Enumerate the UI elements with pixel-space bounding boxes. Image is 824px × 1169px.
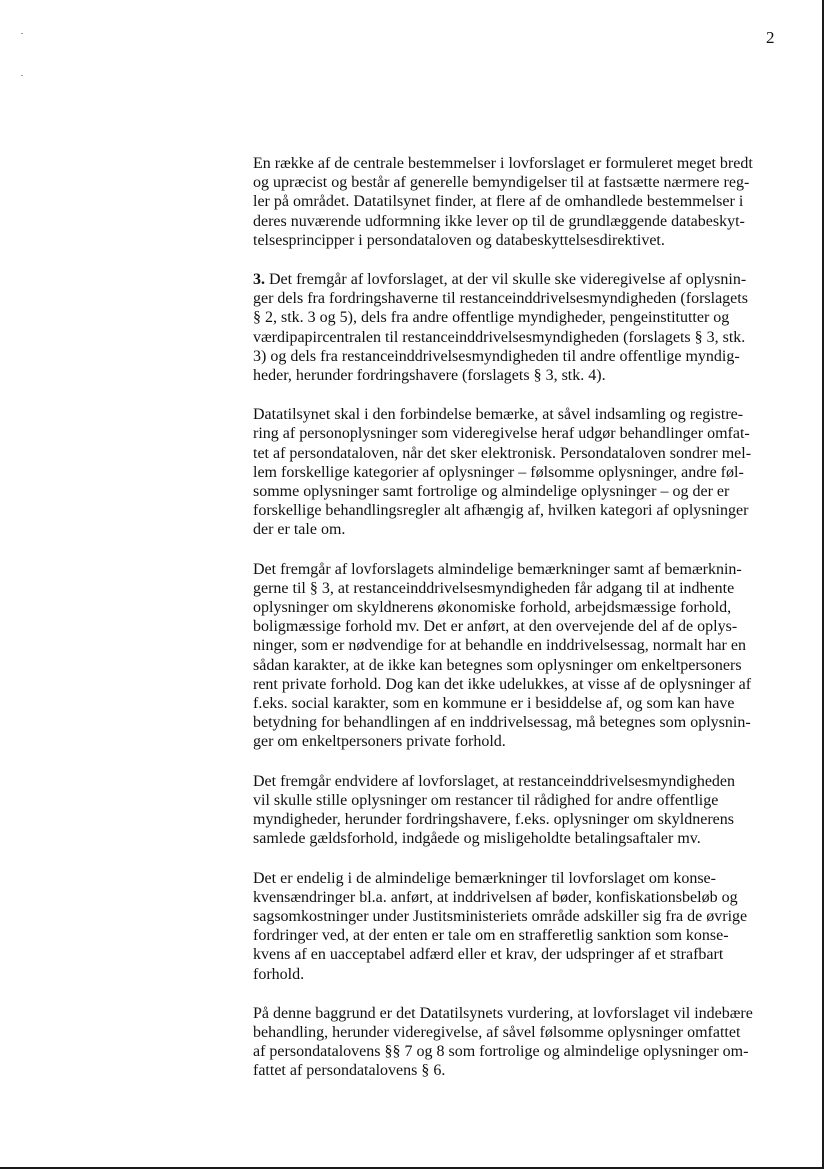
section-number: 3.	[253, 271, 265, 289]
text-line-rest: Det fremgår af lovforslaget, at der vil skulle ske videregivelse af oplysnin-	[265, 271, 747, 289]
text-line: ring af personoplysninger som videregivelse heraf udgør behandlinger omfat-	[253, 425, 750, 443]
text-line: rent private forhold. Dog kan det ikke udelukkes, at visse af de oplysninger af	[253, 675, 752, 693]
text-line: kvensændringer bl.a. anført, at inddrivelsen af bøder, konfiskationsbeløb og	[253, 888, 738, 906]
text-line: Datatilsynet skal i den forbindelse bemærke, at såvel indsamling og registre-	[253, 406, 744, 424]
text-line: kvens af en uacceptabel adfærd eller et krav, der udspringer af et strafbart	[253, 946, 724, 964]
text-line: sagsomkostninger under Justitsministeriets område adskiller sig fra de øvrige	[253, 907, 748, 925]
text-line: samlede gældsforhold, indgåede og misligeholdte betalingsaftaler mv.	[253, 830, 701, 848]
text-line: der er tale om.	[253, 521, 346, 539]
text-line: forskellige behandlingsregler alt afhængig af, hvilken kategori af oplysninger	[253, 502, 749, 520]
paragraph-remarks	[253, 560, 779, 752]
text-line: forhold.	[253, 965, 305, 983]
text-line: Det fremgår endvidere af lovforslaget, at restanceinddrivelsesmyndigheden	[253, 772, 736, 790]
text-line: På denne baggrund er det Datatilsynets vurdering, at lovforslaget vil indebære	[253, 1004, 753, 1022]
text-line: ger om enkeltpersoners private forhold.	[253, 733, 506, 751]
text-line: vil skulle stille oplysninger om restancer til rådighed for andre offentlige	[253, 791, 719, 809]
text-line: ninger, som er nødvendige for at behandle en inddrivelsessag, normalt har en	[253, 637, 746, 655]
text-line: somme oplysninger samt fortrolige og almindelige oplysninger – og der er	[253, 483, 730, 501]
scan-speck	[21, 75, 23, 76]
paragraph-consequential	[253, 869, 779, 984]
text-line: f.eks. social karakter, som en kommune er i besiddelse af, og som kan have	[253, 695, 735, 713]
text-line: Det fremgår af lovforslagets almindelige bemærkninger samt af bemærknin-	[253, 560, 742, 578]
text-line	[253, 270, 779, 289]
text-line: af persondatalovens §§ 7 og 8 som fortrolige og almindelige oplysninger om-	[253, 1043, 749, 1061]
text-line: og upræcist og består af generelle bemyndigelser til at fastsætte nærmere reg-	[253, 174, 750, 192]
text-line: § 2, stk. 3 og 5), dels fra andre offentlige myndigheder, pengeinstitutter og	[253, 309, 730, 327]
paragraph-intro	[253, 154, 779, 250]
text-line: sådan karakter, at de ikke kan betegnes som oplysninger om enkeltpersoners	[253, 656, 742, 674]
text-line: En række af de centrale bestemmelser i lovforslaget er formuleret meget bredt	[253, 155, 753, 172]
scan-speck	[21, 33, 23, 34]
text-line: Det er endelig i de almindelige bemærkninger til lovforslaget om konse-	[253, 869, 716, 887]
text-line: betydning for behandlingen af en inddrivelsessag, må betegnes som oplysnin-	[253, 714, 751, 732]
text-line: boligmæssige forhold mv. Det er anført, at den overvejende del af de oplys-	[253, 618, 738, 636]
paragraph-conclusion	[253, 1004, 779, 1081]
text-line: telsesprincipper i persondataloven og databeskyttelsesdirektivet.	[253, 231, 665, 249]
text-line: ler på området. Datatilsynet finder, at flere af de omhandlede bestemmelser i	[253, 193, 744, 211]
text-line: tet af persondataloven, når det sker elektronisk. Persondataloven sondrer mel-	[253, 444, 752, 462]
text-line: lem forskellige kategorier af oplysninger – følsomme oplysninger, andre føl-	[253, 463, 744, 481]
text-line: værdipapircentralen til restanceinddrivelsesmyndigheden (forslagets § 3, stk.	[253, 328, 746, 346]
text-line: 3) og dels fra restanceinddrivelsesmyndigheden til andre offentlige myndig-	[253, 347, 740, 365]
page-number: 2	[766, 28, 775, 47]
paragraph-section-3	[253, 270, 779, 385]
text-line: fattet af persondatalovens § 6.	[253, 1062, 446, 1080]
text-line: oplysninger om skyldnerens økonomiske forhold, arbejdsmæssige forhold,	[253, 599, 732, 617]
paragraph-data-categories	[253, 405, 779, 539]
document-body	[253, 154, 779, 1101]
text-line: myndigheder, herunder fordringshavere, f.eks. oplysninger om skyldnerens	[253, 811, 735, 829]
text-line: heder, herunder fordringshavere (forslagets § 3, stk. 4).	[253, 367, 606, 385]
text-line: deres nuværende udformning ikke lever op til de grundlæggende databeskyt-	[253, 212, 745, 230]
text-line: behandling, herunder videregivelse, af såvel følsomme oplysninger omfattet	[253, 1023, 741, 1041]
text-line: gerne til § 3, at restanceinddrivelsesmyndigheden får adgang til at indhente	[253, 579, 735, 597]
text-line: ger dels fra fordringshaverne til restanceinddrivelsesmyndigheden (forslagets	[253, 290, 748, 308]
text-line: fordringer ved, at der enten er tale om en strafferetlig sanktion som konse-	[253, 927, 729, 945]
paragraph-arrears	[253, 772, 779, 849]
